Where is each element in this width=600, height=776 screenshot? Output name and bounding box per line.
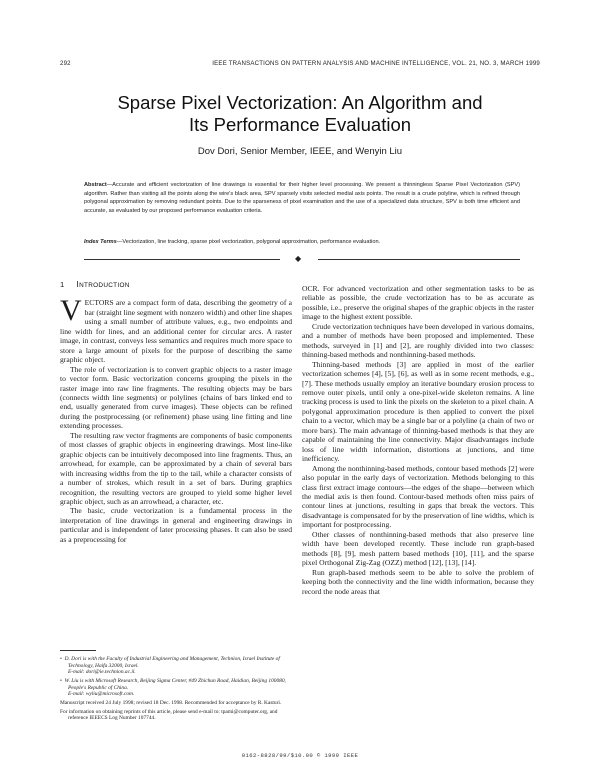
- section-number: 1: [60, 280, 65, 289]
- author-list: Dov Dori, Senior Member, IEEE, and Wenyin Liu: [197, 146, 403, 157]
- running-head: IEEE TRANSACTIONS ON PATTERN ANALYSIS AND MACHINE INTELLIGENCE, VOL. 21, NO. 3, MARCH 1999: [212, 60, 540, 67]
- abstract: [84, 181, 520, 215]
- page-number: 292: [60, 60, 71, 67]
- index-terms: [84, 238, 520, 247]
- separator-rule-right: [318, 259, 520, 260]
- paragraph: VECTORS are a compact form of data, describing the geometry of a bar (straight line segment with nonzero width) and other line shapes using a small number of attribute values, e.g., two endpoints and line width for lines, and an additional center for circular arcs. A raster image, in contrast, conveys less semantics and requires much more space to store a large amount of pixels for the purpose of describing the same graphic object.: [60, 294, 292, 365]
- paragraph: Among the nonthinning-based methods, contour based methods [2] were also popular in the early days of vectorization. Methods belonging to this class first extract image contours—the edges of the shape—between which the medial axis is then found. Contour-based methods often miss pairs of contour lines at junctions, resulting in gaps that break the vectors. This disadvantage is compensated for by the preservation of line widths, which is important for postprocessing.: [302, 463, 534, 530]
- drop-cap: V: [60, 294, 82, 328]
- separator-diamond-icon: ◆: [295, 254, 302, 263]
- copyright-line: 0162-8828/99/$10.00 © 1999 IEEE: [241, 752, 359, 759]
- separator-rule-left: [84, 259, 280, 260]
- paper-title: [60, 92, 540, 136]
- paragraph: Run graph-based methods seem to be able to solve the problem of keeping both the connectivity and the line width information, because they record the node areas that: [302, 567, 534, 596]
- left-column: [60, 280, 292, 544]
- footnote-author-1: • D. Dori is with the Faculty of Industrial Engineering and Management, Technion, Israel Institute of Technology, Haifa 32000, Israel. E-mail: dori@ie.technion.ac.il.: [60, 656, 280, 676]
- paragraph: The resulting raw vector fragments are components of basic components of most classes of graphic objects in engineering drawings. Most line-like graphic objects can be intuitively decomposed into line fragments. Thus, an arrowhead, for example, can be approximated by a chain of several bars with increasing widths from the tip to the tail, while a character consists of a number of strokes, which result in a set of bars. During graphics recognition, the resulting vectors are grouped to yield some higher level graphic object, such as an arrowhead, a character, etc.: [60, 430, 292, 506]
- paragraph: Other classes of nonthinning-based methods that also preserve line width have been developed recently. These include run graph-based methods [8], [9], mesh pattern based methods [10], [11], and the sparse pixel Orthogonal Zig-Zag (OZZ) method [12], [13], [14].: [302, 529, 534, 568]
- index-terms-text: —Vectorization, line tracking, sparse pixel vectorization, polygonal approximation, performance evaluation.: [116, 239, 381, 245]
- paragraph: The role of vectorization is to convert graphic objects to a raster image to vector form. Basic vectorization concerns grouping the pixels in the raster image into raw line fragments. The resulting objects may be bars (connects width line segments) or polylines (chains of bars linked end to end, usually generated from curve images). These objects can be refined during the postprocessing (or refinement) phase using line fitting and line extending processes.: [60, 364, 292, 431]
- paragraph: The basic, crude vectorization is a fundamental process in the interpretation of line drawings in general and engineering drawings in particular and is independent of later processing phases. It can also be used as a preprocessing for: [60, 506, 292, 544]
- paragraph: Thinning-based methods [3] are applied in most of the earlier vectorization schemes [4], [5], [6], as well as in some recent methods, e.g., [7]. These methods usually employ an iterative boundary erosion process to remove outer pixels, until only a one-pixel-wide skeleton remains. A line tracking process is used to link the pixels on the skeleton to a pixel chain. A polygonal approximation procedure is then applied to convert the pixel chain to a vector, which may be a single bar or a polyline (a chain of two or more bars). The main advantage of thinning-based methods is that they are capable of maintaining the line connectivity. Major disadvantages include loss of line width information, distortions at junctions, and time inefficiency.: [302, 359, 534, 464]
- footnote-manuscript: Manuscript received 24 July 1998; revised 18 Dec. 1998. Recommended for acceptance by R. Kasturi.: [60, 699, 282, 706]
- index-terms-label: Index Terms: [84, 239, 117, 245]
- title-line-2: Its Performance Evaluation: [188, 114, 412, 135]
- footnotes: [60, 656, 292, 724]
- section-title-rest: NTRODUCTION: [79, 282, 130, 289]
- footnote-rule: [60, 650, 96, 651]
- right-column: [302, 284, 534, 596]
- section-title-initial: I: [76, 280, 80, 289]
- section-heading: [60, 280, 292, 290]
- title-line-1: Sparse Pixel Vectorization: An Algorithm and: [117, 92, 483, 113]
- footnote-author-2: • W. Liu is with Microsoft Research, Beijing Sigma Center, #49 Zhichun Road, Haidian, Beijing 100080, People's Republic of China. E-mail: wyliu@microsoft.com.: [60, 677, 286, 698]
- abstract-text: —Accurate and efficient vectorization of line drawings is essential for their higher level processing. We present a thinningless Sparse Pixel Vectorization (SPV) algorithm. Rather than visiting all the points along the wire's black area, SPV sparsely visits selected medial axis points. The result is a crude polyline, which is refined through polygonal approximation by removing redundant points. Due to the sparseness of pixel examination and the use of a specialized data structure, SPV is both time efficient and accurate, as evaluated by our proposed performance evaluation criteria.: [84, 182, 520, 214]
- paragraph: Crude vectorization techniques have been developed in various domains, and a number of methods have been proposed and implemented. These methods, surveyed in [1] and [2], are roughly divided into two classes: thinning-based methods and nonthinning-based methods.: [302, 321, 534, 360]
- paragraph: OCR. For advanced vectorization and other segmentation tasks to be as reliable as possible, the crude vectorization has to be as accurate as possible, i.e., preserve the original shapes of the graphic objects in the raster image to the highest extent possible.: [302, 284, 534, 322]
- abstract-label: Abstract: [84, 182, 107, 188]
- footnote-reprints: For information on obtaining reprints of this article, please send e-mail to: tpami@computer.org, and reference IEEECS Log Number 107744.: [60, 708, 278, 722]
